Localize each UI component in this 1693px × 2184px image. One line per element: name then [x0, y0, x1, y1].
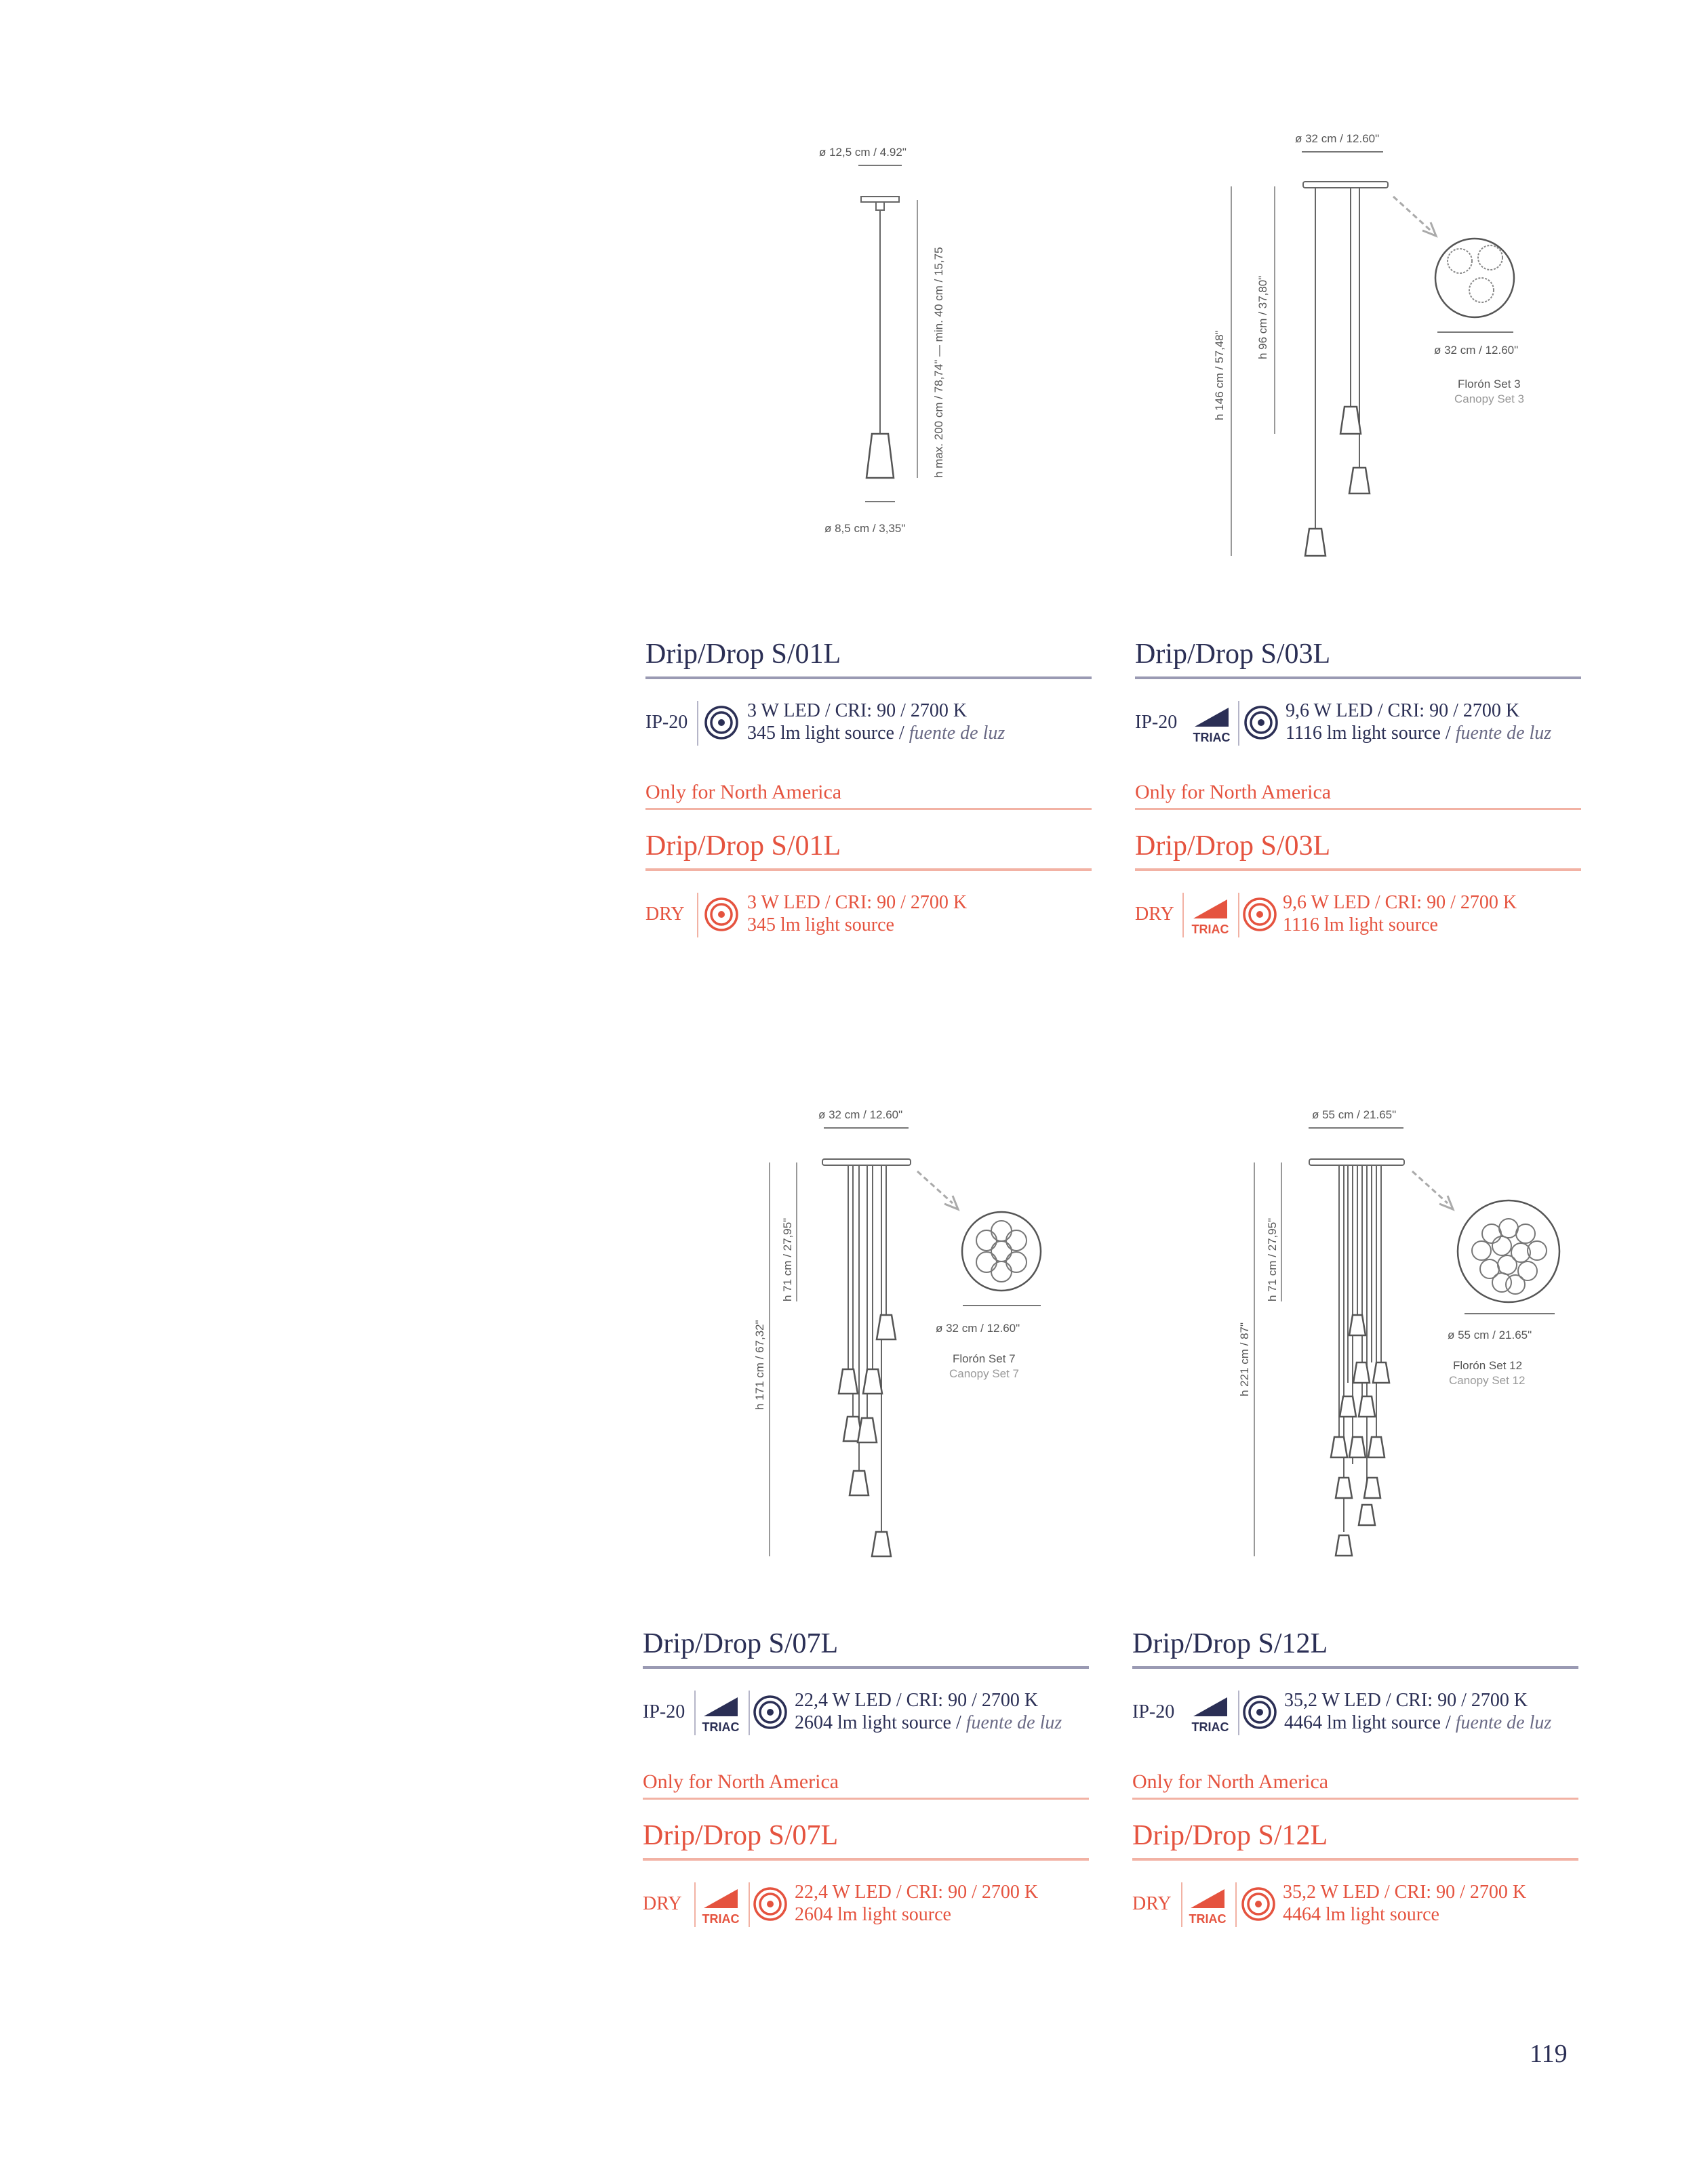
dry-rating: DRY — [1132, 1893, 1172, 1914]
title-rule — [645, 676, 1092, 679]
dim-canopy-label: ø 55 cm / 21.65" — [1312, 1108, 1397, 1121]
dim-h2-label: h 71 cm / 27,95" — [1266, 1217, 1279, 1301]
spec-line-2-main: 345 lm light source / — [747, 723, 904, 744]
na-spec-row — [643, 1881, 1089, 1930]
divider — [697, 893, 698, 937]
spec-line-2 — [795, 1712, 1062, 1734]
title-rule — [1135, 676, 1581, 679]
divider — [697, 701, 698, 746]
canopy-es-label: Florón Set 7 — [953, 1352, 1016, 1365]
na-title-rule — [1132, 1858, 1578, 1861]
canopy-en-label: Canopy Set 3 — [1454, 392, 1525, 405]
led-circle-icon — [753, 1695, 788, 1733]
divider — [1182, 893, 1184, 937]
spec-line-2-main: 2604 lm light source / — [795, 1712, 961, 1733]
na-spec-line-2: 4464 lm light source — [1283, 1904, 1439, 1925]
divider — [1238, 701, 1239, 746]
dim-canopy-label: ø 32 cm / 12.60" — [1295, 132, 1380, 145]
spec-line-1: 22,4 W LED / CRI: 90 / 2700 K — [795, 1690, 1039, 1711]
led-circle-icon — [1242, 1695, 1277, 1733]
na-product-title: Drip/Drop S/07L — [643, 1820, 839, 1851]
divider — [1238, 893, 1239, 937]
na-spec-text — [747, 891, 967, 936]
product-title: Drip/Drop S/01L — [645, 639, 841, 670]
na-spec-line-1: 3 W LED / CRI: 90 / 2700 K — [747, 892, 968, 913]
na-spec-text — [1283, 891, 1517, 936]
triac-label: TRIAC — [1191, 923, 1229, 936]
na-title-rule — [645, 868, 1092, 871]
na-product-title: Drip/Drop S/12L — [1132, 1820, 1328, 1851]
spec-line-1: 35,2 W LED / CRI: 90 / 2700 K — [1284, 1690, 1528, 1711]
triac-dimmer-icon — [1191, 702, 1235, 748]
triac-label: TRIAC — [1191, 1720, 1229, 1734]
na-spec-line-1: 35,2 W LED / CRI: 90 / 2700 K — [1283, 1882, 1527, 1903]
technical-drawing-s07l — [753, 1098, 1081, 1573]
north-america-label: Only for North America — [1135, 781, 1332, 803]
canopy-es-label: Florón Set 12 — [1453, 1359, 1523, 1372]
product-block-s07l — [643, 1627, 1089, 1930]
divider — [1238, 1691, 1239, 1735]
na-spec-row — [645, 891, 1092, 940]
na-title-rule — [1135, 868, 1581, 871]
product-title: Drip/Drop S/12L — [1132, 1628, 1328, 1659]
dim-bottom-label: ø 8,5 cm / 3,35" — [824, 522, 906, 535]
na-spec-line-1: 22,4 W LED / CRI: 90 / 2700 K — [795, 1882, 1039, 1903]
spec-row — [643, 1689, 1089, 1738]
led-circle-icon — [704, 897, 739, 935]
spec-text — [1286, 700, 1551, 744]
spec-row — [1135, 700, 1581, 748]
title-rule — [1132, 1666, 1578, 1669]
triac-dimmer-icon — [1189, 894, 1234, 939]
na-product-title: Drip/Drop S/01L — [645, 830, 841, 862]
dim-h2-label: h 71 cm / 27,95" — [781, 1217, 794, 1301]
canopy-en-label: Canopy Set 12 — [1449, 1374, 1526, 1387]
ip-rating: IP-20 — [1132, 1701, 1175, 1722]
na-rule — [643, 1798, 1089, 1800]
north-america-label: Only for North America — [645, 781, 842, 803]
na-rule — [645, 808, 1092, 810]
canopy-es-label: Florón Set 3 — [1458, 378, 1521, 390]
triac-dimmer-icon — [1189, 1692, 1234, 1737]
na-spec-text — [795, 1881, 1038, 1926]
canopy-en-label: Canopy Set 7 — [949, 1367, 1020, 1380]
divider — [749, 1691, 750, 1735]
product-title: Drip/Drop S/07L — [643, 1628, 839, 1659]
dim-h1-label: h 221 cm / 87" — [1238, 1322, 1251, 1396]
spec-line-2-main: 4464 lm light source / — [1284, 1712, 1451, 1733]
north-america-label: Only for North America — [643, 1771, 839, 1793]
triac-dimmer-icon — [700, 1692, 744, 1737]
spec-line-2-italic: fuente de luz — [1455, 1712, 1552, 1733]
spec-line-2-italic: fuente de luz — [909, 723, 1005, 744]
product-block-s12l — [1132, 1627, 1578, 1930]
product-title: Drip/Drop S/03L — [1135, 639, 1331, 670]
dry-rating: DRY — [645, 904, 685, 925]
triac-label: TRIAC — [702, 1912, 740, 1926]
led-circle-icon — [1241, 1886, 1276, 1925]
dim-canopy-detail-label: ø 32 cm / 12.60" — [1434, 344, 1519, 357]
led-circle-icon — [1243, 705, 1279, 744]
na-spec-line-2: 2604 lm light source — [795, 1904, 951, 1925]
dim-h1-label: h 146 cm / 57,48" — [1213, 330, 1226, 420]
dim-canopy-label: ø 32 cm / 12.60" — [818, 1108, 903, 1121]
dim-h1-label: h 171 cm / 67,32" — [753, 1320, 766, 1410]
triac-dimmer-icon — [700, 1884, 744, 1929]
spec-text — [747, 700, 1005, 744]
spec-text — [1284, 1689, 1551, 1734]
spec-line-2-main: 1116 lm light source / — [1286, 723, 1451, 744]
dim-canopy-detail-label: ø 55 cm / 21.65" — [1448, 1329, 1532, 1341]
technical-drawing-s01l — [800, 136, 976, 556]
divider — [749, 1882, 750, 1927]
divider — [694, 1882, 696, 1927]
spec-line-1: 3 W LED / CRI: 90 / 2700 K — [747, 700, 968, 721]
na-spec-row — [1132, 1881, 1578, 1930]
north-america-label: Only for North America — [1132, 1771, 1329, 1793]
na-spec-line-2: 1116 lm light source — [1283, 914, 1438, 935]
na-spec-line-2: 345 lm light source — [747, 914, 894, 935]
na-spec-row — [1135, 891, 1581, 940]
ip-rating: IP-20 — [1135, 712, 1178, 733]
na-spec-text — [1283, 1881, 1526, 1926]
spec-text — [795, 1689, 1062, 1734]
spec-line-2 — [747, 722, 1005, 744]
dim-h2-label: h 96 cm / 37,80" — [1256, 275, 1269, 359]
spec-row — [645, 700, 1092, 748]
triac-label: TRIAC — [1189, 1912, 1227, 1926]
na-rule — [1135, 808, 1581, 810]
spec-line-2-italic: fuente de luz — [1455, 723, 1552, 744]
product-block-s03l — [1135, 637, 1581, 940]
ip-rating: IP-20 — [645, 712, 688, 733]
triac-label: TRIAC — [702, 1720, 740, 1734]
technical-drawing-s12l — [1237, 1098, 1563, 1573]
technical-drawing-s03l — [1207, 122, 1532, 576]
spec-row — [1132, 1689, 1578, 1738]
divider — [1235, 1882, 1237, 1927]
na-product-title: Drip/Drop S/03L — [1135, 830, 1331, 862]
triac-label: TRIAC — [1193, 731, 1231, 744]
triac-dimmer-icon — [1187, 1884, 1231, 1929]
divider — [1181, 1882, 1182, 1927]
divider — [694, 1691, 696, 1735]
led-circle-icon — [753, 1886, 788, 1925]
led-circle-icon — [1242, 897, 1277, 935]
product-block-s01l — [645, 637, 1092, 940]
led-circle-icon — [704, 705, 739, 744]
spec-line-1: 9,6 W LED / CRI: 90 / 2700 K — [1286, 700, 1520, 721]
spec-line-2-italic: fuente de luz — [965, 1712, 1062, 1733]
na-spec-line-1: 9,6 W LED / CRI: 90 / 2700 K — [1283, 892, 1517, 913]
spec-line-2 — [1286, 722, 1551, 744]
dim-canopy-detail-label: ø 32 cm / 12.60" — [936, 1322, 1020, 1335]
na-title-rule — [643, 1858, 1089, 1861]
dim-height-label: h max. 200 cm / 78,74" — min. 40 cm / 15,75 — [932, 247, 945, 478]
title-rule — [643, 1666, 1089, 1669]
na-rule — [1132, 1798, 1578, 1800]
dim-canopy-label: ø 12,5 cm / 4.92" — [819, 146, 907, 159]
page-number: 119 — [1530, 2040, 1568, 2068]
ip-rating: IP-20 — [643, 1701, 685, 1722]
dry-rating: DRY — [1135, 904, 1174, 925]
dry-rating: DRY — [643, 1893, 682, 1914]
spec-line-2 — [1284, 1712, 1551, 1734]
